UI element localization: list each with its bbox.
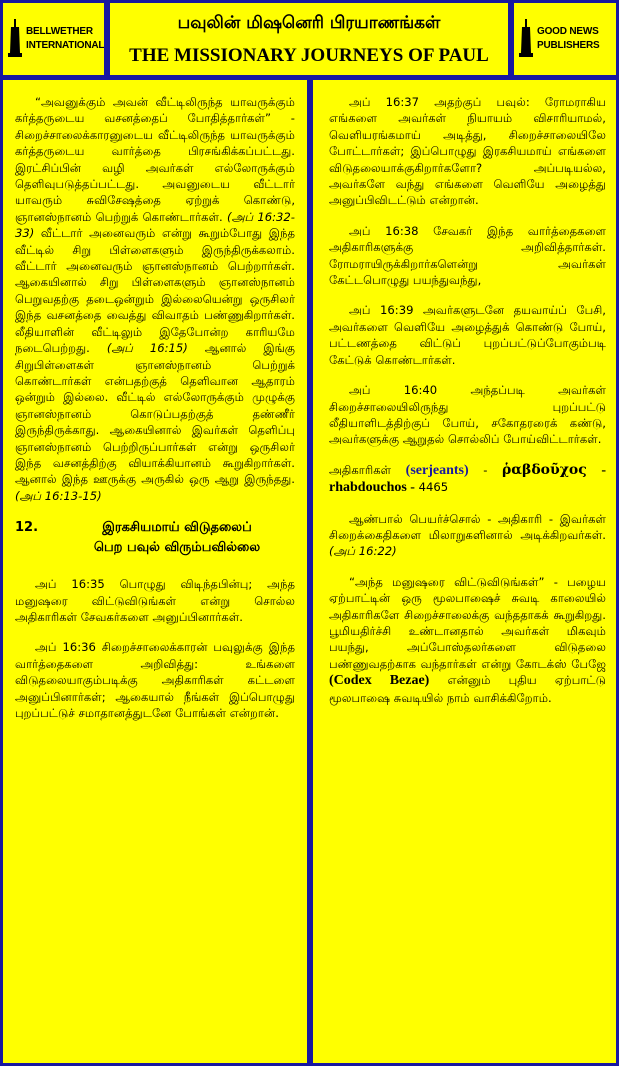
verse-ref-16-13: (அப் 16:13-15) [15, 488, 102, 503]
verse-ref-16-22: (அப் 16:22) [329, 544, 397, 559]
verse-ref-label: அப் 16:36 [35, 640, 96, 655]
verse-text: சேவகர் இந்த வார்த்தைகளை அதிகாரிகளுக்கு அறிவித்தார்கள். ரோமராயிருக்கிறார்களென்று அவர்கள் கேட்டபொழுது பயந்துவந்து, [329, 223, 607, 288]
verse-ref-16-32: (அப் 16:32-33) [15, 209, 295, 241]
section-heading-line1: இரகசியமாய் விடுதலைப் [102, 520, 252, 536]
commentary-text-end: என்னும் புதிய ஏற்பாட்டு மூலபாஷை சுவடியில் நாம் வாசிக்கிறோம். [329, 673, 607, 705]
page-title-tamil: பவுலின் மிஷனெரி பிரயாணங்கள் [177, 13, 441, 33]
transliteration: - rhabdouchos - [329, 462, 607, 496]
commentary-text-a: “அவனுக்கும் அவன் வீட்டிலிருந்த யாவருக்கும் கர்த்தருடைய வசனத்தைப் போதித்தார்கள்” - சிறைச்சாலைக்காரனுடைய வீட்டிலிருந்த யாவருக்கும் கர்த்தருடைய வார்த்தை பிரசங்கிக்கப்பட்டது. இரட்சிப்பின் வழி அவர்கள் எல்லோருக்கும் தெளிவுபடுத்தப்பட்டது. அவனுடைய வீட்டார் யாவரும் சுவிசேஷத்தை ஏற்றுக் கொண்டு, ஞானஸ்நானம் பெற்றுக் கொண்டார்கள். [15, 95, 295, 224]
verse-text: பொழுது விடிந்தபின்பு; அந்த மனுஷரை விட்டுவிடுங்கள் என்று சொல்ல அதிகாரிகள் சேவகர்களை அனுப்பினார்கள். [15, 577, 296, 624]
page-title-english: THE MISSIONARY JOURNEYS OF PAUL [129, 45, 489, 66]
verse-ref-16-15: (அப் 16:15) [106, 341, 188, 356]
section-heading-line2: பெற பவுல் விரும்பவில்லை [93, 540, 261, 556]
verse-ref-label: அப் 16:38 [349, 223, 419, 238]
section-number: 12. [15, 520, 39, 536]
verse-16-35 [15, 576, 295, 625]
verse-ref-label: அப் 16:35 [35, 577, 105, 592]
verse-16-40 [329, 382, 606, 448]
verse-text: சிறைச்சாலைக்காரன் பவுலுக்கு இந்த வார்த்தைகளை அறிவித்து: உங்களை விடுதலையாகும்படிக்கு அதிகாரிகள் கட்டளை அனுப்பினார்கள்; ஆகையால் நீங்கள் இப்பொழுது புறப்பட்டுச் சமாதானத்துடனே போங்கள் என்றான். [15, 640, 295, 720]
bellwether-logo [3, 3, 104, 75]
verse-16-39 [329, 302, 606, 368]
commentary-text-c: ஆனால் இங்கு சிறுபிள்ளைகள் ஞானஸ்நானம் பெற்றுக் கொண்டார்கள் என்பதற்குத் தெளிவான ஆதாரம் ஒன்றும் இல்லை. வீட்டில் எல்லோருக்கும் முழுக்கு ஞானஸ்நானம் கொடுப்பதற்குத் தண்ணீர் இருந்திருக்காது. ஆகையினால் இவர்கள் தெளிப்பு ஞானஸ்நானம் பெற்றிருப்பார்கள் என்று ஒருசிலர் இந்த வசனத்திற்கு வியாக்கியானம் கூறுகிறார்கள். ஆனால் இந்த ஊருக்கு அருகில் ஒரு ஆறு இருந்தது. [15, 341, 296, 487]
verse-16-38 [329, 223, 606, 289]
codex-bezae: (Codex Bezae) [329, 673, 430, 689]
commentary-paragraph-household [15, 94, 295, 504]
word-study-entry [329, 462, 606, 497]
officers-label: அதிகாரிகள் [329, 462, 392, 477]
bellwether-logo-line1: BELLWETHER [26, 26, 93, 37]
bellwether-lamp-icon [7, 17, 23, 61]
bellwether-logo-line2: INTERNATIONAL [26, 40, 104, 51]
verse-ref-label: அப் 16:37 [349, 95, 420, 109]
left-column [3, 80, 307, 1063]
verse-ref-label: அப் 16:39 [349, 303, 414, 318]
strongs-number: 4465 [418, 480, 449, 495]
word-definition [329, 511, 606, 560]
verse-ref-label: அப் 16:40 [349, 383, 438, 398]
good-news-logo-line2: PUBLISHERS [537, 40, 600, 51]
right-column [313, 80, 616, 1063]
verse-text: அந்தப்படி அவர்கள் சிறைச்சாலையிலிருந்து புறப்பட்டு லீதியாளிடத்திற்குப் போய், சகோதரரைக் கண்டு, அவர்களுக்கு ஆறுதல் சொல்லிப் போய்விட்டார்கள். [329, 383, 606, 447]
page-title-banner [110, 3, 508, 75]
serjeants-term: (serjeants) [405, 462, 469, 478]
verse-text: அதற்குப் பவுல்: ரோமராகிய எங்களை அவர்கள் நியாயம் விசாரியாமல், வெளியரங்கமாய் அடித்து, சிறைச்சாலையிலே போட்டார்கள்; இப்பொழுது இரகசியமாய் எங்களை விடுதலையாக்குகிறார்களோ? அப்படியல்ல, அவர்களே வந்து எங்களை வெளியே அழைத்து அனுப்பிவிடட்டும் என்றான். [329, 95, 607, 208]
commentary-paragraph-codex [329, 574, 606, 706]
commentary-text-b: வீட்டார் அனைவரும் என்று கூறும்போது இந்த வீட்டில் சிறு பிள்ளைகளும் இருந்திருக்கலாம். வீட்டார் அனைவரும் ஞானஸ்நானம் பெற்றார்கள். ஆகையினால் சிறு பிள்ளைகளும் ஞானஸ்நானம் பெறுவதற்கு தடைஒன்றும் இல்லையென்று ஒருசிலர் இந்த வசனத்தை வைத்து விவாதம் பண்ணுகிறார்கள். லீதியாளின் வீட்டிலும் இதேபோன்ற காரியமே நடைபெற்றது. [15, 226, 296, 356]
definition-text: ஆண்பால் பெயர்ச்சொல் - அதிகாரி - இவர்கள் சிறைக்கைதிகளை மிலாறுகளினால் அடிக்கிறவர்கள். [329, 511, 606, 542]
section-heading-12 [15, 518, 295, 558]
good-news-logo [514, 3, 616, 75]
good-news-logo-line1: GOOD NEWS [537, 26, 599, 37]
verse-16-37 [329, 94, 606, 209]
word-study-dash: - [483, 462, 488, 477]
good-news-lamp-icon [518, 17, 534, 61]
greek-word: ῥαβδοῦχος [501, 461, 587, 478]
verse-16-36 [15, 639, 295, 721]
commentary-text: “அந்த மனுஷரை விட்டுவிடுங்கள்” - பழைய ஏற்பாட்டின் ஒரு மூலபாஷைச் சுவடி காலையில் அதிகாரிகளே சிறைச்சாலைக்கு வந்ததாகக் கூறுகிறது. பூமியதிர்ச்சி உண்டானதால் அவர்கள் மிகவும் பயந்து, அப்போஸ்தலர்களை விடுதலை பண்ணுவதற்காக வந்தார்கள் என்று கோடக்ஸ் பேஜே [329, 574, 606, 671]
verse-text: அவர்களுடனே தயவாய்ப் பேசி, அவர்களை வெளியே அழைத்துக் கொண்டு போய், பட்டணத்தை விட்டுப் புறப்பட்டுப்போகும்படி கேட்டுக் கொண்டார்கள். [329, 303, 606, 367]
